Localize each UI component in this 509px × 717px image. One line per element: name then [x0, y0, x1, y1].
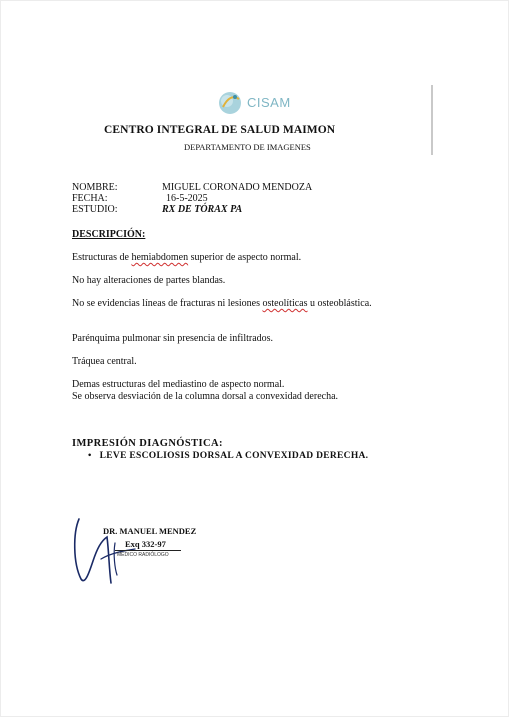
finding-3-text-a: No se evidencias líneas de fracturas ni lesiones [72, 298, 263, 309]
header-divider [431, 85, 433, 155]
finding-paragraph-1 [72, 252, 432, 264]
finding-paragraph-3 [72, 298, 402, 310]
name-label: NOMBRE: [72, 182, 118, 193]
institution-name: CENTRO INTEGRAL DE SALUD MAIMON [104, 124, 336, 136]
signature-line [115, 550, 181, 551]
finding-paragraph-4: Parénquima pulmonar sin presencia de infiltrados. [72, 333, 274, 344]
doctor-role: MÉDICO RADIÓLOGO [117, 552, 169, 558]
study-label: ESTUDIO: [72, 204, 118, 215]
spellcheck-flagged-word: hemiabdomen [131, 252, 189, 263]
finding-3-text-b: u osteoblástica. [307, 298, 372, 309]
impression-item: • LEVE ESCOLIOSIS DORSAL A CONVEXIDAD DERECHA. [88, 451, 368, 461]
finding-paragraph-2: No hay alteraciones de partes blandas. [72, 275, 226, 286]
finding-paragraph-6-line-1: Demas estructuras del mediastino de aspecto normal. [72, 379, 285, 390]
description-title: DESCRIPCIÓN: [72, 229, 146, 240]
name-value: MIGUEL CORONADO MENDOZA [162, 182, 313, 193]
finding-1-text-a: Estructuras de [72, 252, 132, 263]
impression-title: IMPRESIÓN DIAGNÓSTICA: [72, 438, 223, 449]
logo-text: CISAM [247, 95, 291, 110]
finding-paragraph-5: Tráquea central. [72, 356, 137, 367]
department-name: DEPARTAMENTO DE IMAGENES [184, 142, 311, 152]
doctor-name: DR. MANUEL MENDEZ [103, 526, 197, 536]
doctor-registry: Exq 332-97 [125, 539, 166, 549]
date-value: 16-5-2025 [166, 193, 208, 204]
impression-list [88, 451, 368, 461]
finding-paragraph-6-line-2: Se observa desviación de la columna dorsal a convexidad derecha. [72, 391, 339, 402]
study-value: RX DE TÓRAX PA [162, 204, 243, 215]
spellcheck-flagged-word: osteolíticas [262, 298, 308, 309]
date-label: FECHA: [72, 193, 108, 204]
finding-1-text-b: superior de aspecto normal. [188, 252, 302, 263]
